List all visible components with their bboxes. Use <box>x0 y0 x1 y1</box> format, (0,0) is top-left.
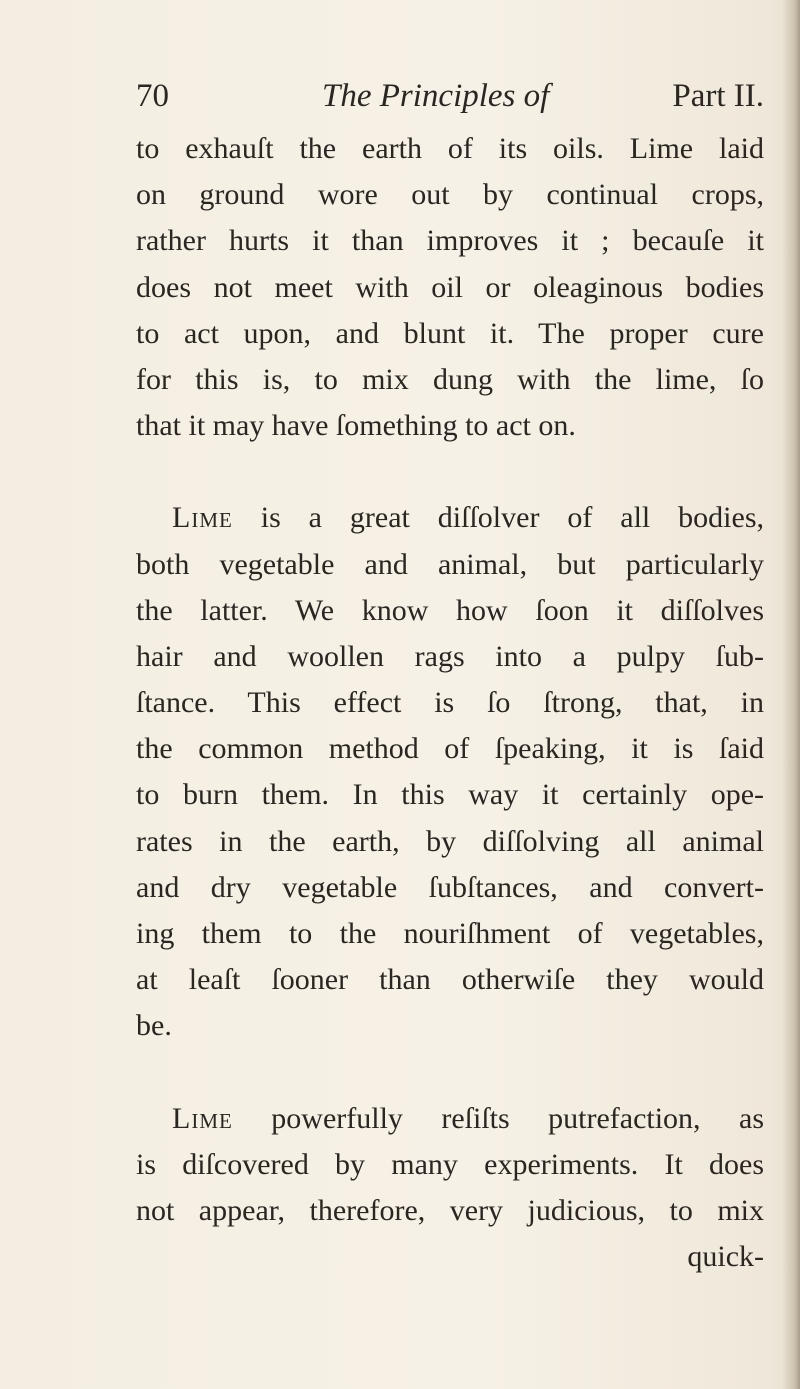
text-line: ſtance. This effect is ſo ſtrong, that, in <box>136 686 764 720</box>
text-line: both vegetable and animal, but particularly <box>136 547 764 581</box>
text-line: rates in the earth, by diſſolving all animal <box>136 824 764 858</box>
text-line: the common method of ſpeaking, it is ſaid <box>136 732 764 766</box>
catchword: quick- <box>687 1240 764 1274</box>
text-line: on ground wore out by continual crops, <box>136 178 764 212</box>
paragraph-gap <box>136 449 764 495</box>
text-line: the latter. We know how ſoon it diſſolves <box>136 593 764 627</box>
text-line: hair and woollen rags into a pulpy ſub- <box>136 639 764 673</box>
text-line: not appear, therefore, very judicious, to mix <box>136 1193 764 1227</box>
text-line: at leaſt ſooner than otherwiſe they would <box>136 963 764 997</box>
text-line: that it may have ſomething to act on. <box>136 409 576 443</box>
text-line: ing them to the nouriſhment of vegetables, <box>136 917 764 950</box>
line-text: powerfully reſiſts putrefaction, as <box>232 1101 764 1135</box>
part-label: Part II. <box>672 78 764 114</box>
text-line: for this is, to mix dung with the lime, ſo <box>136 362 764 396</box>
lead-word: Lime <box>172 501 233 535</box>
text-line: to act upon, and blunt it. The proper cure <box>136 316 764 350</box>
running-head <box>136 78 764 122</box>
text-line: to exhauſt the earth of its oils. Lime laid <box>136 132 764 165</box>
text-line: to burn them. In this way it certainly ope- <box>136 778 764 812</box>
lead-word: Lime <box>172 1101 233 1135</box>
text-line: be. <box>136 1009 172 1043</box>
paragraph-gap <box>136 1050 764 1096</box>
text-line: is diſcovered by many experiments. It does <box>136 1147 764 1181</box>
text-line: and dry vegetable ſubſtances, and convert- <box>136 870 764 904</box>
text-line <box>136 495 764 541</box>
text-line <box>136 1096 764 1142</box>
line-text: is a great diſſolver of all bodies, <box>232 501 764 535</box>
page-number: 70 <box>136 78 169 114</box>
page-edge-shadow <box>782 0 800 1389</box>
text-line: rather hurts it than improves it ; becauſe it <box>136 224 764 258</box>
body-text <box>136 126 764 1280</box>
text-line: does not meet with oil or oleaginous bodies <box>136 270 764 304</box>
running-title: The Principles of <box>322 78 550 114</box>
